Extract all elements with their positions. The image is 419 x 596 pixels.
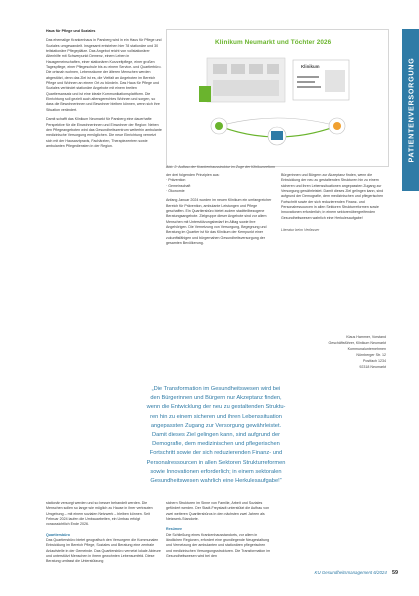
contact-line: Postfach 1234 (363, 359, 386, 363)
article-column-3 (281, 173, 387, 233)
list-item: · Ökonomie (166, 189, 185, 194)
section-heading: Quartiersbüro (46, 532, 70, 537)
list-item: · Prävention (166, 178, 186, 183)
facility-node (211, 118, 227, 134)
section-side-tab-label: PATIENTENVERSORGUNG (406, 57, 415, 163)
article-column-2 (166, 173, 272, 246)
contact-line: Geschäftsführer, Klinikum Neumarkt (328, 341, 386, 345)
literature-note: Literatur beim Verfasser (281, 228, 320, 233)
contact-line: Kommunalunternehmen (347, 347, 386, 351)
figure-title: Klinikum Neumarkt und Töchter 2026 (215, 39, 332, 46)
quote-line: den Bürgerinnen und Bürgern nur Akzeptanz finden, (150, 395, 282, 402)
quote-line: sowie Innovationen erforderlich; in einem sektoralen (150, 468, 282, 475)
quote-line: ren hin zu einem sicheren und ihren Lebenssituation (150, 413, 282, 420)
section-side-tab (402, 29, 419, 191)
page-number: 59 (392, 570, 398, 576)
quote-line: Damit dieses Ziel gelingen kann, sind aufgrund der (151, 432, 281, 439)
paragraph: Bürgerinnen und Bürgern zur Akzeptanz finden, wenn die Entwicklung der neu zu gestaltenden Strukturen hin zu einem sicheren und ihren Lebenssituationen angepassten Zugang zur Versorgung gewährleistet. Damit dieses Ziel gelingen kann, sind aufgrund der Demografie, dem medizinischen und pflegerischen Fortschritt sowie der sich reduzierenden Finanz- und Personalressourcen in allen Sektoren Strukturreformen sowie Innovationen erforderlich; in einem sektorenübergreifenden Gesundheitswesen wahrlich eine Herkulesaufgabe! (281, 173, 384, 220)
quote-line: Fortschritt sowie der sich reduzierenden Finanz- und (149, 450, 283, 457)
article-column-1 (46, 29, 163, 153)
list-item: · Gemeinschaft (166, 183, 191, 188)
facility-node (268, 127, 286, 145)
structure-diagram (167, 30, 388, 166)
paragraph: Das ehemalige Krankenhaus in Parsberg wird in ein Haus für Pflege und Soziales umgewandelt. Insgesamt entstehen hier 78 stationäre und 30 teilstationäre Pflegeplätze. Das Angebot reicht von vollstationärer Altenhilfe mit Schwerpunkt Demenz, einem Leben in Hausgemeinschaften, einer stationären Kurzzeitpflege, einer großen Tagespflege, einer Pflegeschule bis zu einem Service- und Quartierbüro. Die ortsnah wohnen, Lebensräume der älteren Menschen werden abgestützt, denn das Ziel ist es, die Vielfalt an Angeboten im Bereich Pflege und Wohnen an einem Ort zu bündeln. Das Haus für Pflege und Soziales verbindet stationäre Angebote mit einem breiten Quartiersansatz und ist eine ideale Kommunikationsplattform. Die Einrichtung soll gezielt auch altersgerechtes Wohnen und sorgen, so dass die Bewohnerinnen und Bewohner bleiben können, wenn sich ihre Situation verändert. (46, 38, 162, 112)
contact-line: Klaus Hammer, Vorstand (346, 335, 386, 339)
quote-line: Demografie, dem medizinischen und pflegerischen (152, 441, 280, 448)
pull-quote (48, 385, 384, 486)
figure-caption: Abb. 2: Aufbau der Krankenhausstruktur im Zuge der Klinikumreform (166, 165, 276, 169)
clinic-building-icon (199, 58, 285, 102)
paragraph: stationär versorgt werden und so besser behandelt werden. Die Menschen sollen so lange wie möglich zu Hause in ihrer vertrauten Umgebung – mit einem sozialen Netzwerk – bleiben können. Seit Februar 2024 laufen die Umbauarbeiten, ein Umbau erfolgt voraussichtlich Ende 2026. (46, 501, 153, 527)
magazine-name: KU Gesundheitsmanagement 6/2024 (314, 570, 387, 575)
paragraph: Anfang Januar 2024 wurden im neuen Klinikum ein umfangreicher Bereich für Prävention, ambulante Leistungen und Pflege geschaffen. Ein Quartiersbüro bietet zudem stadtteilbezogene Beratungsangebote. Zielgruppe dieser Angebote sind vor allem Menschen mit Unterstützungsbedarf im Alltag sowie ihre Angehörigen. Die Vernetzung von Versorgung, Begegnung und Beratung im Quartier ist für das Klinikum der Kernpunkt einer zukunftsfähigen und bürgernahen Gesundheitsversorgung der gesamten Bevölkerung. (166, 198, 272, 246)
quote-line: wenn die Entwicklung der neu zu gestaltenden Struktu- (146, 404, 286, 411)
contact-line: Nürnberger Str. 12 (356, 353, 386, 357)
principles-list (166, 178, 272, 194)
section-heading: Haus für Pflege und Soziales (46, 29, 96, 33)
contact-line: 92318 Neumarkt (359, 365, 386, 369)
author-contact (300, 334, 386, 370)
article-column-2-lower (166, 501, 272, 559)
paragraph: der drei folgenden Prinzipien aus: (166, 173, 220, 177)
quote-line: angepassten Zugang zur Versorgung gewährleistet. (150, 422, 282, 429)
page-footer (288, 570, 398, 576)
facility-node (329, 118, 345, 134)
article-column-1-lower (46, 501, 163, 565)
quote-line: „Die Transformation im Gesundheitswesen wird bei (151, 386, 281, 392)
paragraph: Die Schließung eines Krankenhausstandorts, vor allem in ländlichen Regionen, erfordert eine grundlegende Neugestaltung und Vernetzung der ambulanten und stationären pflegerischen und medizinischen Versorgungsstrukturen. Die Transformation im Gesundheitswesen wird bei den (166, 532, 271, 559)
structure-figure (166, 29, 389, 167)
legend-label: Klinikum (301, 64, 320, 69)
paragraph: sichern Strukturen im Sinne von Familie, Arbeit und Soziales gefördert werden. Der Stadt-Freystadt unterstützt die Aufbau von zwei weiteren Quartiersbüros in den nächsten zwei Jahren als Netzwerk-Standorte. (166, 501, 270, 522)
section-heading: Resümee (166, 527, 182, 532)
paragraph: Damit schafft das Klinikum Neumarkt für Parsberg eine dauerhafte Perspektive für die Einwohnerinnen und Einwohner der Region: Neben den Pflegeangeboten wird das Gesundheitszentrum weiterhin ambulante medizinische Versorgung ermöglichen. Die neue Einrichtung vernetzt sich mit der Hausarztpraxis, Fachärzten, Therapiezentren sowie ambulanten Pflegediensten in der Region. (46, 117, 162, 148)
quote-line: Gesundheitswesen wahrlich eine Herkulesaufgabe!“ (150, 478, 282, 485)
paragraph: Das Quartiersbüro bietet geografisch den Versorgern die Kommunalen Entwicklung im Bereich Pflege, Soziales und Beratung eine zentrale Anlaufstelle in der Gemeinde. Das Quartiersbüro vernetzt lokale Akteure und unterstützt Menschen in ihrem gewohnten Lebensumfeld. Diese Beratung umfasst die Unterstützung (46, 538, 161, 564)
quote-line: Personalressourcen in allen Sektoren Strukturreformen (146, 459, 286, 466)
